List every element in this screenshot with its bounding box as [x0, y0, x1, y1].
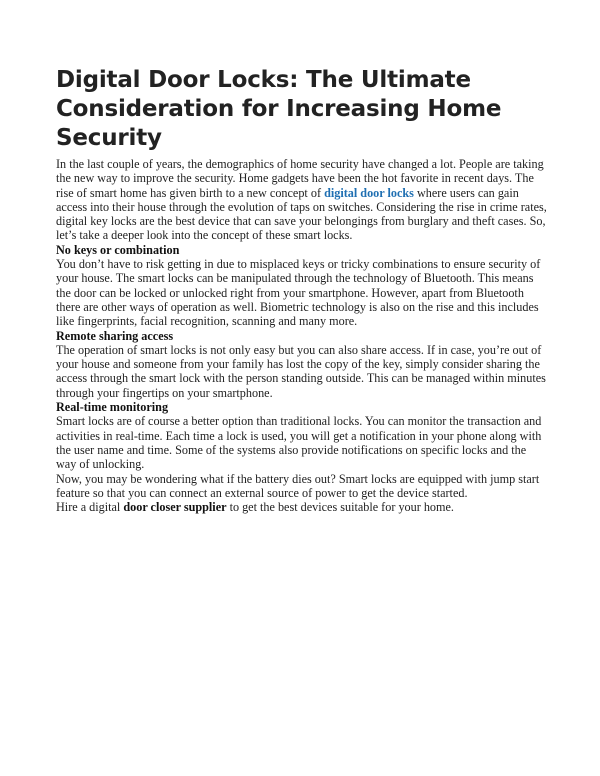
section-heading-remote-sharing: Remote sharing access	[56, 328, 174, 343]
intro-paragraph	[56, 157, 548, 243]
door-closer-supplier-text: door closer supplier	[123, 500, 227, 515]
final-text-after: to get the best devices suitable for your home.	[226, 500, 454, 515]
section-text-no-keys: You don’t have to risk getting in due to misplaced keys or tricky combinations to ensure security of your house. The smart locks can be manipulated through the technology of Bluetooth. This means the door can be locked or unlocked right from your smartphone. However, apart from Bluetooth there are other ways of operation as well. Biometric technology is also on the rise and this includes like fingerprints, facial recognition, scanning and many more.	[56, 257, 541, 329]
section-heading-no-keys: No keys or combination	[56, 242, 180, 257]
closing-paragraph: Now, you may be wondering what if the battery dies out? Smart locks are equipped with jump start feature so that you can connect an external source of power to get the device started.	[56, 471, 540, 500]
section-text-real-time: Smart locks are of course a better option than traditional locks. You can monitor the transaction and activities in real-time. Each time a lock is used, you will get a notification in your phone along with the user name and time. Some of the systems also provide notifications on specific locks and the way of unlocking.	[56, 414, 542, 472]
document-page	[56, 66, 548, 514]
final-text-before: Hire a digital	[56, 500, 124, 515]
digital-door-locks-link[interactable]: digital door locks	[324, 185, 414, 200]
section-heading-real-time: Real-time monitoring	[56, 400, 169, 415]
final-paragraph	[56, 500, 548, 514]
page-title: Digital Door Locks: The Ultimate Consideration for Increasing Home Security	[56, 67, 502, 151]
section-text-remote-sharing: The operation of smart locks is not only easy but you can also share access. If in case, you’re out of your house and someone from your family has lost the copy of the key, simply consider sharing the access through the smart lock with the person standing outside. This can be managed within minutes through your fingertips on your smartphone.	[56, 342, 546, 400]
intro-text-after-link: where users can gain access into their house through the evolution of taps on switches. Considering the rise in crime rates, digital key locks are the best device that can save your belongings from burglary and theft cases. So, let’s take a deeper look into the concept of these smart locks.	[56, 185, 547, 243]
intro-text-before-link: In the last couple of years, the demographics of home security have changed a lot. People are taking the new way to improve the security. Home gadgets have been the hot favorite in recent days. The rise of smart home has given birth to a new concept of	[56, 157, 544, 200]
